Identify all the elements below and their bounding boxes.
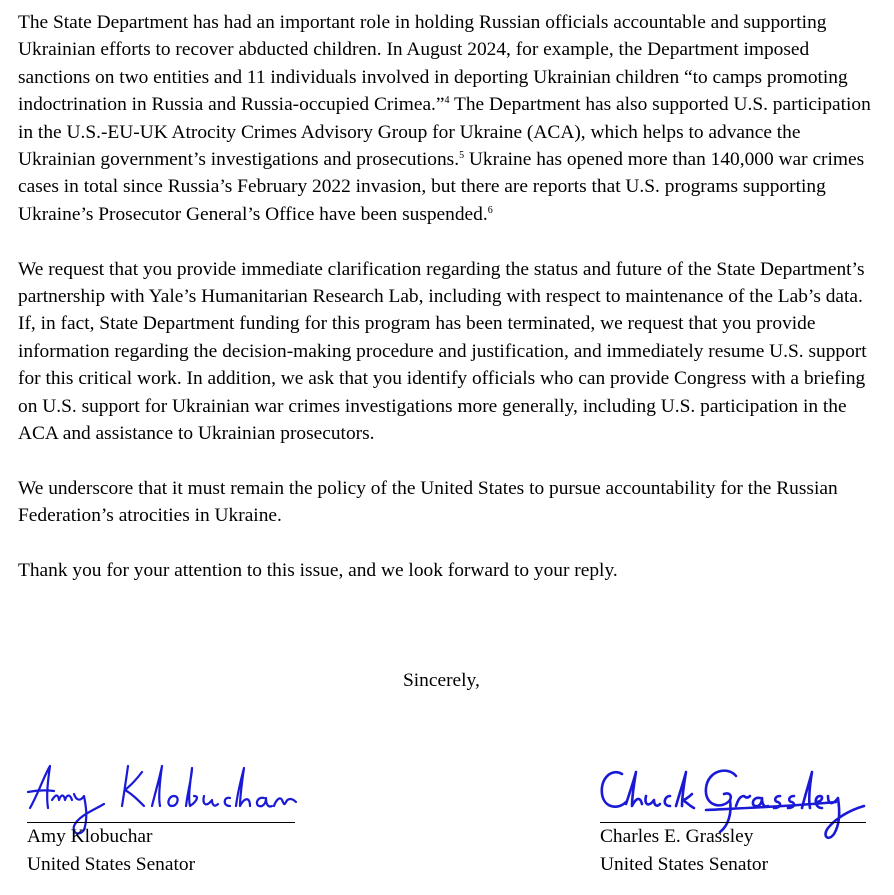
paragraph-text: We underscore that it must remain the policy of the United States to pursue accountability for the Russian Federation’s atrocities in Ukraine.	[18, 477, 838, 527]
letter-body	[18, 9, 880, 612]
paragraph-text: The State Department has had an important role in holding Russian officials accountable and supporting Ukrainian efforts to recover abducted children. In August 2024, for example, the Department imposed sanctions on two entities and 11 individuals involved in deporting Ukrainian children “to camps promoting indoctrination in Russia and Russia-occupied Crimea.”	[18, 12, 848, 116]
paragraph	[18, 256, 880, 448]
paragraph-text: Thank you for your attention to this issue, and we look forward to your reply.	[18, 560, 618, 582]
closing-salutation: Sincerely,	[403, 670, 480, 691]
paragraph-text: Ukraine has opened more than 140,000 war crimes cases in total since Russia’s February 2022 invasion, but there are reports that U.S. programs supporting Ukraine’s Prosecutor General’s Office have been suspended.	[18, 149, 865, 225]
footnote-marker: 6	[487, 204, 493, 216]
paragraph	[18, 557, 880, 584]
signatory-name: Amy Klobuchar	[27, 826, 153, 847]
paragraph-text: We request that you provide immediate clarification regarding the status and future of the State Department’s partnership with Yale’s Humanitarian Research Lab, including with respect to maintenance of the Lab’s data. If, in fact, State Department funding for this program has been terminated, we request that you provide information regarding the decision-making procedure and justification, and immediately resume U.S. support for this critical work. In addition, we ask that you identify officials who can provide Congress with a briefing on U.S. support for Ukrainian war crimes investigations more generally, including U.S. participation in the ACA and assistance to Ukrainian prosecutors.	[18, 258, 867, 445]
paragraph-text: The Department has also supported U.S. participation in the U.S.-EU-UK Atrocity Crimes Advisory Group for Ukraine (ACA), which helps to advance the Ukrainian government’s investigations and prosecutions.	[18, 94, 871, 171]
signatory-title: United States Senator	[600, 853, 769, 875]
signature-block-grassley	[600, 822, 866, 878]
paragraph	[18, 9, 880, 228]
footnote-marker: 5	[459, 150, 465, 162]
footnote-marker: 4	[444, 95, 450, 107]
signatory-name: Charles E. Grassley	[600, 826, 754, 847]
signatory-title: United States Senator	[27, 853, 196, 875]
paragraph	[18, 475, 880, 530]
signature-block-klobuchar	[27, 822, 295, 878]
